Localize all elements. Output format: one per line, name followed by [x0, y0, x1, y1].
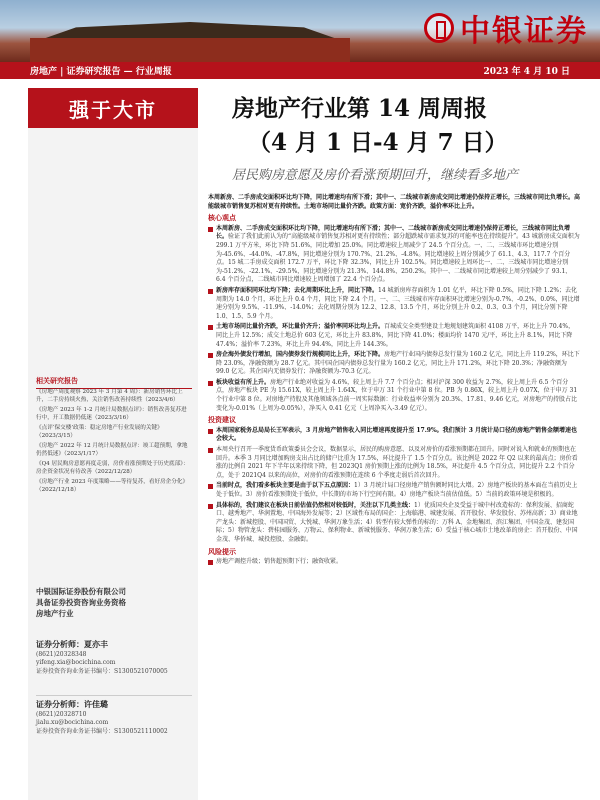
- related-reports-list: [36, 388, 192, 496]
- core-view-item: [208, 287, 580, 321]
- investment-advice-heading: 投资建议: [208, 415, 236, 425]
- bank-logo-icon: [424, 13, 454, 43]
- investment-advice-item: [208, 502, 580, 545]
- risk-heading: 风险提示: [208, 546, 236, 556]
- main-content: [208, 194, 580, 569]
- core-views-heading: 核心观点: [208, 213, 236, 223]
- report-title-line2: （4 月 1 日-4 月 7 日）: [248, 129, 508, 156]
- analyst-name: 证券分析师：许佳璐: [36, 699, 108, 709]
- report-subtitle: 居民购房意愿及房价看涨预期回升，继续看多地产: [232, 168, 519, 183]
- core-view-item: [208, 225, 580, 285]
- related-report-item: 《点评‘保交楼’政策：稳定房地产行业发展的关键》（2023/3/15）: [36, 425, 163, 439]
- analyst-block: [36, 640, 192, 676]
- related-report-item: 《房地产行业 2023 年度策略——等待复苏，看好房企分化》（2022/12/18）: [36, 479, 189, 493]
- divider: [36, 695, 192, 696]
- related-reports-heading: 相关研究报告: [36, 376, 192, 389]
- palace-wall-image: [30, 38, 350, 62]
- core-view-lead: 板块收益有所上升。: [216, 378, 271, 386]
- core-view-item: [208, 351, 580, 377]
- brand-name: 中银证券: [460, 14, 588, 49]
- analyst-block: [36, 700, 192, 736]
- analyst-name: 证券分析师：夏亦丰: [36, 639, 108, 649]
- investment-advice-lead: 当前时点，我们看多板块主要是由于以下五点原因：: [216, 482, 355, 490]
- investment-advice-item: [208, 482, 580, 499]
- core-view-lead: 新房库存面积同环比均下降；去化周期环比上升，同比下降。: [216, 286, 379, 294]
- report-date: 2023 年 4 月 10 日: [483, 67, 570, 77]
- core-view-lead: 本周新房、二手房成交面积环比均下降，同比增速均有所下滑；其中一、二线城市新房成交同比增速仍保持正增长，三线城市同比负增长。: [216, 224, 571, 241]
- brand-logo: [424, 6, 588, 50]
- analyst-contact: 证券投资咨询业务证书编号：S1300521110002: [36, 727, 168, 735]
- company-line: 具备证券投资咨询业务资格: [36, 598, 126, 607]
- core-view-text: 房地产行业国内债券总发行量为 160.2 亿元，同比上升 119.2%，环比下降 23.0%，净融资额为 28.7 亿元。其中国企国内债券总发行量为 160.2 亿元，同比上升 171.2%，环比下降 20.3%；净融资额为 99.0 亿元。其企国内无债券发行；净融资额为-70.3 亿元。: [216, 351, 580, 376]
- core-view-text: 14 城新房库存面积为 1.01 亿平，环比下降 0.5%，同比下降 1.2%；去化周期为 14.0 个月，环比上升 0.4 个月，同比下降 2.4 个月。一、二、三线城市库存面积环比增速分别为-0.7%、-0.2%、0.0%，同比增速分别为 9.5%、-11.9%、-14.0%；去化周期分别为 12.2、12.8、13.5 个月，环比分别上升 0.2、0.3、0.3 个月，同比分别下降 1.0、1.5、5.9 个月。: [216, 286, 580, 320]
- investment-advice-item: [208, 427, 580, 444]
- analyst-contact: jialu.xu@bocichina.com: [36, 719, 109, 726]
- analyst-contact: (8621)20328348: [36, 650, 87, 658]
- core-view-text: 百城成交全类型建设土地规划建筑面积 4108 万平，环比上升 70.4%，同比上升 12.5%；成交土地总价 603 亿元，环比上升 83.8%，同比下降 41.0%；楼面均价 1470 元/平，环比上升 8.1%，同比下降 47.4%；溢价率 7.23%，环比上升 94.4%，同比上升 144.3%。: [216, 323, 575, 348]
- core-view-text: 房地产行业绝对收益为 4.6%，较上周上升 7.7 个百分点；相对沪深 300 收益为 2.7%，较上周上升 6.5 个百分点，房地产板块 PE 为 15.61X，较上周上升 1.64X，位于申万 31 个行业中第 8 位。PB 为 0.86X，较上周上升 0.07X，位于申万 31 个行业中第 8 位。对房地产持股及其他领域各点前一周实际数据：行业收益率分别为 20.3%、17.81、9.46 亿元，对房地产的持股占比变化为-0.01%（上周为-0.05%），净买入 0.41 亿元（上周净买入-3.49 亿元）。: [216, 378, 578, 412]
- investment-advice-text: 1）3 月统计局口径房地产销售额时同比大增。2）房地产板块的基本面在当前历史上处于低位。3）房价看涨预期处于低位，中长期的市场下行空间有限。4）房地产板块当前估值低。5）当前的政策环境是积极的。: [216, 482, 578, 498]
- related-report-item: 《房地产 2023 年 1-2 月统计局数据点评》：销售改善复苏进行中，开工数据仍低迷（2023/3/16）: [36, 407, 187, 421]
- core-view-item: [208, 379, 580, 413]
- investment-advice-lead: 具体标的，我们建议在板块日前估值仍然相对较低时，关注以下几类主线：: [216, 501, 415, 509]
- core-view-lead: 土地市场同比量价齐跌，环比量价齐升；溢价率同环比均上升。: [216, 323, 385, 331]
- investment-advice-item: [208, 446, 580, 480]
- risk-item: [208, 558, 580, 567]
- core-view-lead: 房企海外债发行增加，国内债券发行规模同比上升，环比下降。: [216, 351, 385, 359]
- analyst-contact: (8621)20328710: [36, 710, 87, 718]
- company-line: 房地产行业: [36, 609, 74, 618]
- investment-advice-text: 本周央行召开一季度货币政策委员会会议，数据显示，居民的购房意愿、以及对房价的看涨预期都在回升。同时对说入和就业的预期也在回升。本季 3 月同比增加购房支出占比的储户比重为 17.5%，环比提升了 1.5 个百分点。该比例是 2022 年 Q2 以来的最高点；房价看涨的比例自 2021 年下半年以来持续下降，但 2023Q1 房价预期上涨的比例为 18.5%，环比提升 4.5 个百分点，同比提升 2.2 个百分点，处于 2021Q4 以来的高位，对房价的看涨预期在连续 6 个季度走弱后首次回升。: [216, 446, 578, 479]
- related-report-item: 《房地产周度观察 2023 年 3 月第 4 周》：新房销售环比上升，二手房持续火热，关注销售改善持续性（2023/4/6）: [36, 389, 183, 403]
- analyst-contact: yifeng.xia@bocichina.com: [36, 659, 116, 666]
- breadcrumb: 房地产 | 证券研究报告 — 行业周报: [30, 67, 172, 77]
- header-banner: [0, 0, 600, 62]
- core-view-item: [208, 323, 580, 349]
- company-info: [36, 586, 192, 619]
- report-info-strip: [0, 62, 600, 79]
- report-title-line1: 房地产行业第 14 周周报: [232, 95, 488, 122]
- related-report-item: 《Q4 居民购房意愿再度走弱，房价看涨预期处于历史底部》：房企资金状况有待改善（2022/12/28）: [36, 461, 189, 475]
- investment-advice-lead: 本周国家税务总局局长王军表示，3 月房地产销售收入同比增速再度提升至 17.9%。我们预计 3 月统计局口径的房地产销售金额增速也会较大。: [216, 426, 578, 443]
- related-report-item: 《房地产 2022 年 12 月统计局数据点评：竣工超预期，拿地仍然低迷》（2023/1/17）: [36, 443, 188, 457]
- rating-badge: 强于大市: [28, 88, 198, 128]
- investment-advice-text: 1）优质国央企及受益于城中村改造标的：保利发展、招商蛇口、越秀地产、华润置地、中国海外发展等；2）区域性布局的国企：上海临港、城建发展、首开股份、华发股份、苏州高新；3）商业地产龙头：新城控股、中国国贸、大悦城、华润万象生活；4）转型有较大弹性的标的：万科 A、金地集团、滨江集团、中国金茂、建发国际；5）物管龙头：碧桂园服务、万物云、保利物业、新城悦服务、华润万象生活；6）受益于核心城市土地改革的房企：首开股份、中国金茂、华侨城、城投控股、金融街。: [216, 501, 578, 543]
- analyst-contact: 证券投资咨询业务证书编号：S1300521070005: [36, 667, 168, 675]
- company-line: 中银国际证券股份有限公司: [36, 587, 126, 596]
- core-view-text: 验证了我们此前认为的“高能级城市销售复苏相对更有持续性；部分超跌城市需求复苏的可能率也在持续提升”。43 城新房成交面积为 299.1 万平方米，环比下降 51.6%，同比增加 25.0%。同比增速较上周减少了 24.5 个百分点。一、二、三线城市环比增速分别为-45.6%、-44.0%、-47.8%，同比增速分别为 170.7%、21.2%、-4.8%。同比增速较上周分别减少了 61.1、4.3、117.7 个百分点。15 城二手房成交面积 172.7 万平，环比下降 32.3%，同比上升 102.5%。同比增速较上周环比一、二、三线城市同比增速分别为-51.2%、-22.1%、-29.5%，同比增速分别为 21.3%、144.8%、250.2%。其中一、二线城市同比增速较上周分别减少了 93.1、6.4 个百分点，二线城市同比增速较上周增加了 22.4 个百分点。: [216, 233, 580, 284]
- risk-text: 房地产调控升级；销售超预期下行；融资收紧。: [216, 558, 343, 566]
- intro-paragraph: 本周新房、二手房成交面积环比均下降，同比增速均有所下滑；其中一、二线城市新房成交同比增速仍保持正增长，三线城市同比负增长。高能级城市销售复苏相对更有持续性。土地市场同比量价齐跌。政策方面：宽价齐跌，溢价率环比上升。: [208, 194, 581, 210]
